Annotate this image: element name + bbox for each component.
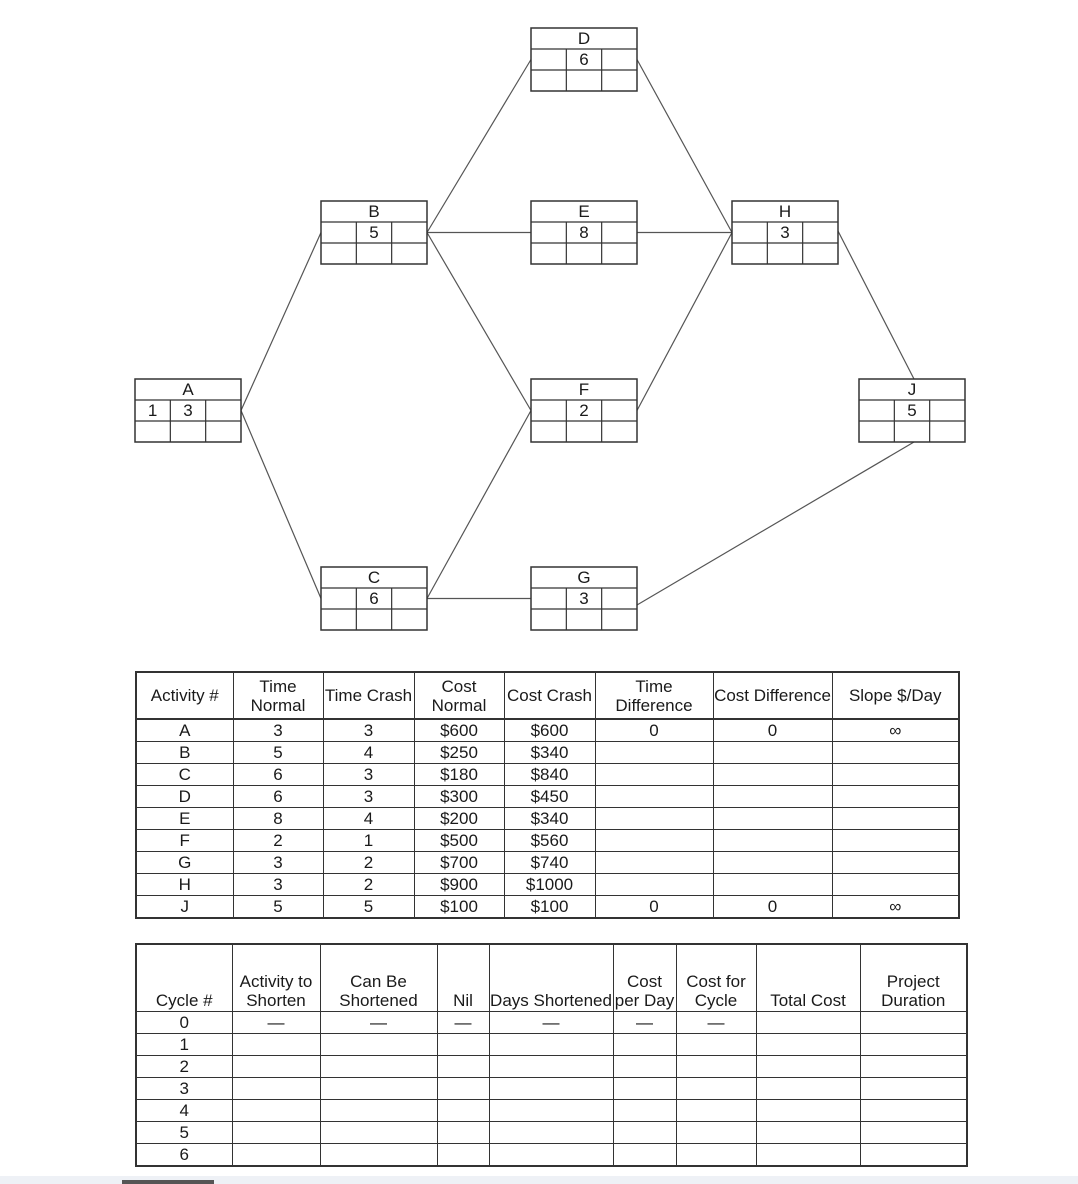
table-row xyxy=(136,1078,967,1100)
table-cell xyxy=(595,742,713,764)
table-row xyxy=(136,852,959,874)
table-cell xyxy=(676,1034,756,1056)
table-row xyxy=(136,830,959,852)
node-label: B xyxy=(368,202,380,221)
table-cell: 4 xyxy=(323,808,414,830)
edge-D-H xyxy=(637,60,732,233)
table-cell xyxy=(232,1122,320,1144)
table-cell xyxy=(595,786,713,808)
table-row xyxy=(136,742,959,764)
node-duration: 3 xyxy=(579,589,589,608)
table-cell: 4 xyxy=(323,742,414,764)
table-cell: 3 xyxy=(233,874,323,896)
activity-header-6: Cost Difference xyxy=(713,672,832,719)
activity-header-7: Slope $/Day xyxy=(832,672,959,719)
cycle-header-2: Can Be Shortened xyxy=(320,944,437,1012)
table-cell: $840 xyxy=(504,764,595,786)
edge-A-C xyxy=(241,411,321,599)
table-cell xyxy=(860,1078,967,1100)
table-cell: 0 xyxy=(595,719,713,742)
table-row xyxy=(136,1056,967,1078)
edge-C-F xyxy=(427,411,531,599)
table-cell: — xyxy=(676,1012,756,1034)
table-cell xyxy=(320,1122,437,1144)
table-cell xyxy=(713,808,832,830)
table-row xyxy=(136,1122,967,1144)
node-duration: 8 xyxy=(579,223,589,242)
table-cell: — xyxy=(489,1012,613,1034)
table-cell: $450 xyxy=(504,786,595,808)
table-cell xyxy=(595,830,713,852)
node-duration: 3 xyxy=(780,223,790,242)
table-cell: 0 xyxy=(136,1012,232,1034)
table-cell: 3 xyxy=(323,719,414,742)
table-cell: A xyxy=(136,719,233,742)
table-cell xyxy=(613,1078,676,1100)
table-cell xyxy=(232,1056,320,1078)
table-cell xyxy=(232,1078,320,1100)
table-cell: $100 xyxy=(504,896,595,919)
table-cell: G xyxy=(136,852,233,874)
table-cell xyxy=(613,1122,676,1144)
table-cell xyxy=(595,874,713,896)
edge-A-B xyxy=(241,233,321,411)
node-duration: 5 xyxy=(907,401,917,420)
table-cell: E xyxy=(136,808,233,830)
table-cell: $340 xyxy=(504,742,595,764)
table-cell xyxy=(232,1034,320,1056)
table-cell xyxy=(489,1100,613,1122)
table-cell xyxy=(860,1100,967,1122)
table-cell: 4 xyxy=(136,1100,232,1122)
table-cell: — xyxy=(320,1012,437,1034)
table-cell: 8 xyxy=(233,808,323,830)
table-cell xyxy=(676,1078,756,1100)
table-cell: $100 xyxy=(414,896,504,919)
table-cell: J xyxy=(136,896,233,919)
table-cell xyxy=(756,1078,860,1100)
activity-table-header xyxy=(136,672,959,719)
cycle-header-8: Project Duration xyxy=(860,944,967,1012)
activity-header-3: Cost Normal xyxy=(414,672,504,719)
table-cell: 3 xyxy=(233,719,323,742)
table-cell: 2 xyxy=(233,830,323,852)
activity-node-D xyxy=(531,28,637,91)
activity-header-2: Time Crash xyxy=(323,672,414,719)
crash-cycle-table xyxy=(135,943,968,1167)
activity-node-A xyxy=(135,379,241,442)
table-cell: 5 xyxy=(136,1122,232,1144)
node-duration: 6 xyxy=(369,589,379,608)
node-label: G xyxy=(577,568,591,587)
table-row xyxy=(136,896,959,919)
activity-crash-table xyxy=(135,671,960,919)
activity-node-B xyxy=(321,201,427,264)
table-cell xyxy=(437,1078,489,1100)
table-cell xyxy=(489,1056,613,1078)
table-cell: ∞ xyxy=(832,719,959,742)
table-cell: B xyxy=(136,742,233,764)
table-cell xyxy=(832,764,959,786)
node-label: D xyxy=(577,29,591,48)
cycle-header-3: Nil xyxy=(437,944,489,1012)
table-cell xyxy=(489,1122,613,1144)
table-cell xyxy=(320,1100,437,1122)
table-cell xyxy=(832,786,959,808)
cycle-header-1: Activity to Shorten xyxy=(232,944,320,1012)
activity-node-H xyxy=(732,201,838,264)
cycle-header-0: Cycle # xyxy=(136,944,232,1012)
table-cell: $250 xyxy=(414,742,504,764)
table-cell: — xyxy=(613,1012,676,1034)
table-cell: 0 xyxy=(713,896,832,919)
table-cell: $200 xyxy=(414,808,504,830)
table-cell: $600 xyxy=(504,719,595,742)
table-cell: 3 xyxy=(323,764,414,786)
table-cell xyxy=(860,1012,967,1034)
table-row xyxy=(136,1034,967,1056)
activity-header-0: Activity # xyxy=(136,672,233,719)
table-cell: 6 xyxy=(136,1144,232,1167)
table-cell xyxy=(756,1012,860,1034)
table-row xyxy=(136,764,959,786)
table-cell: $180 xyxy=(414,764,504,786)
table-cell: 3 xyxy=(233,852,323,874)
node-label: A xyxy=(182,380,194,399)
table-cell xyxy=(713,764,832,786)
table-cell xyxy=(595,852,713,874)
table-cell: 0 xyxy=(595,896,713,919)
table-cell: 3 xyxy=(136,1078,232,1100)
activity-table-body xyxy=(136,719,959,918)
node-label: F xyxy=(578,380,590,399)
activity-node-F xyxy=(531,379,637,442)
node-duration: 6 xyxy=(579,50,589,69)
table-cell xyxy=(756,1056,860,1078)
node-duration: 5 xyxy=(369,223,379,242)
table-row xyxy=(136,719,959,742)
table-cell xyxy=(860,1144,967,1167)
table-cell xyxy=(713,852,832,874)
table-cell: $900 xyxy=(414,874,504,896)
table-row xyxy=(136,1012,967,1034)
table-cell: 2 xyxy=(323,852,414,874)
table-cell xyxy=(320,1034,437,1056)
table-cell xyxy=(860,1122,967,1144)
table-cell: D xyxy=(136,786,233,808)
table-cell xyxy=(860,1034,967,1056)
cycle-header-7: Total Cost xyxy=(756,944,860,1012)
node-duration: 2 xyxy=(579,401,589,420)
table-cell: ∞ xyxy=(832,896,959,919)
table-cell xyxy=(232,1100,320,1122)
table-cell xyxy=(832,742,959,764)
table-cell: C xyxy=(136,764,233,786)
table-cell xyxy=(595,764,713,786)
table-cell xyxy=(832,852,959,874)
table-cell xyxy=(437,1034,489,1056)
table-cell xyxy=(713,786,832,808)
table-cell: H xyxy=(136,874,233,896)
table-cell xyxy=(713,830,832,852)
table-cell xyxy=(320,1056,437,1078)
table-cell: 0 xyxy=(713,719,832,742)
node-duration: 3 xyxy=(183,401,193,420)
table-cell xyxy=(232,1144,320,1167)
table-cell xyxy=(756,1034,860,1056)
table-cell xyxy=(437,1122,489,1144)
table-cell xyxy=(320,1144,437,1167)
table-cell: — xyxy=(232,1012,320,1034)
table-cell xyxy=(676,1122,756,1144)
network-edges xyxy=(241,60,917,606)
activity-header-1: Time Normal xyxy=(233,672,323,719)
table-cell: $1000 xyxy=(504,874,595,896)
activity-node-C xyxy=(321,567,427,630)
table-cell: 1 xyxy=(323,830,414,852)
node-label: C xyxy=(367,568,381,587)
table-cell xyxy=(437,1056,489,1078)
table-cell: 1 xyxy=(136,1034,232,1056)
table-cell: 6 xyxy=(233,786,323,808)
node-start-time: 1 xyxy=(147,401,158,420)
table-cell: 5 xyxy=(323,896,414,919)
cycle-header-5: Cost per Day xyxy=(613,944,676,1012)
table-cell xyxy=(676,1056,756,1078)
table-cell xyxy=(489,1144,613,1167)
activity-node-E xyxy=(531,201,637,264)
table-cell xyxy=(437,1144,489,1167)
table-cell xyxy=(676,1144,756,1167)
table-row xyxy=(136,786,959,808)
table-cell: $700 xyxy=(414,852,504,874)
node-label: J xyxy=(907,380,917,399)
activity-node-J xyxy=(859,379,965,442)
table-cell xyxy=(756,1122,860,1144)
table-cell: 5 xyxy=(233,742,323,764)
table-cell: — xyxy=(437,1012,489,1034)
edge-F-H xyxy=(637,233,732,411)
table-cell xyxy=(756,1144,860,1167)
table-cell: 6 xyxy=(233,764,323,786)
node-label: E xyxy=(578,202,590,221)
edge-B-F xyxy=(427,233,531,411)
table-cell: $340 xyxy=(504,808,595,830)
table-cell xyxy=(613,1100,676,1122)
table-cell xyxy=(832,830,959,852)
bottom-scroll-thumb[interactable] xyxy=(122,1180,214,1184)
table-cell xyxy=(713,742,832,764)
table-row xyxy=(136,1144,967,1167)
table-cell xyxy=(595,808,713,830)
table-cell: $300 xyxy=(414,786,504,808)
table-cell xyxy=(489,1078,613,1100)
edge-B-D xyxy=(427,60,531,233)
table-cell xyxy=(860,1056,967,1078)
table-cell xyxy=(613,1034,676,1056)
table-cell: $740 xyxy=(504,852,595,874)
table-cell xyxy=(613,1056,676,1078)
table-cell: F xyxy=(136,830,233,852)
table-cell: $500 xyxy=(414,830,504,852)
activity-header-5: Time Difference xyxy=(595,672,713,719)
table-cell: 2 xyxy=(136,1056,232,1078)
table-cell xyxy=(832,874,959,896)
activity-node-G xyxy=(531,567,637,630)
edge-G-J xyxy=(637,442,914,605)
table-cell xyxy=(613,1144,676,1167)
edge-H-J xyxy=(838,231,914,379)
table-cell: 3 xyxy=(323,786,414,808)
table-row xyxy=(136,1100,967,1122)
cycle-header-4: Days Shortened xyxy=(489,944,613,1012)
table-cell xyxy=(832,808,959,830)
table-row xyxy=(136,808,959,830)
node-label: H xyxy=(778,202,792,221)
table-row xyxy=(136,874,959,896)
table-cell: 2 xyxy=(323,874,414,896)
cycle-table-body xyxy=(136,1012,967,1167)
table-cell xyxy=(320,1078,437,1100)
table-cell: $600 xyxy=(414,719,504,742)
table-cell xyxy=(489,1034,613,1056)
table-cell xyxy=(676,1100,756,1122)
table-cell xyxy=(713,874,832,896)
cycle-table-header xyxy=(136,944,967,1012)
table-cell: $560 xyxy=(504,830,595,852)
activity-header-4: Cost Crash xyxy=(504,672,595,719)
cycle-header-6: Cost for Cycle xyxy=(676,944,756,1012)
table-cell xyxy=(437,1100,489,1122)
table-cell: 5 xyxy=(233,896,323,919)
table-cell xyxy=(756,1100,860,1122)
